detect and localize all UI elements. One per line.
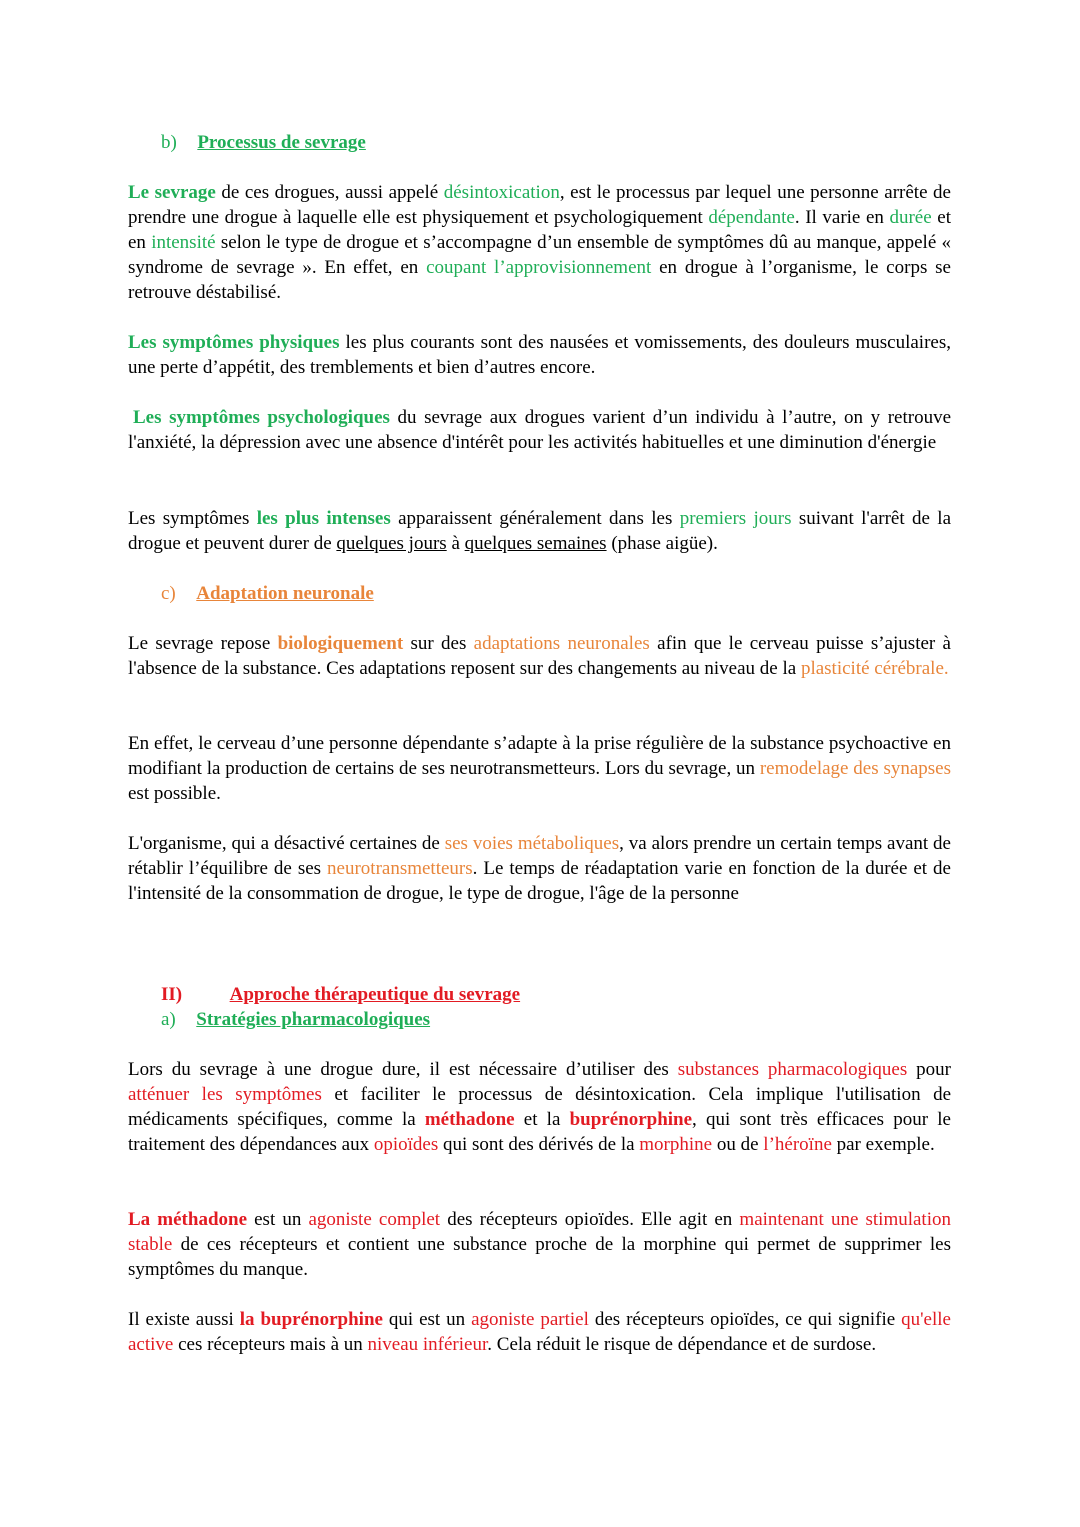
- highlight: premiers jours: [679, 508, 792, 529]
- text: L'organisme, qui a désactivé certaines de: [128, 833, 445, 854]
- text: Les symptômes: [128, 508, 257, 529]
- text: sur des: [403, 633, 474, 654]
- heading-title: Adaptation neuronale: [196, 583, 374, 604]
- highlight: l’héroïne: [763, 1134, 832, 1155]
- highlight: morphine: [639, 1134, 713, 1155]
- heading-number: c): [161, 583, 176, 604]
- heading-adaptation-neuronale: [128, 581, 984, 606]
- text: . Le temps de réadaptation varie en fonction de la durée et de l'intensité de la consommation de drogue, le type de drogue, l'âge de la personne: [128, 858, 951, 904]
- text: des récepteurs opioïdes. Elle agit en: [440, 1209, 740, 1230]
- highlight: adaptations neuronales: [473, 633, 650, 654]
- text: suivant l'arrêt de la drogue et peuvent durer de: [128, 508, 952, 554]
- heading-title: Stratégies pharmacologiques: [196, 1009, 431, 1030]
- paragraph-cerveau-adapte: [128, 731, 951, 806]
- text: , va alors prendre un certain temps avant de rétablir l’équilibre de ses: [128, 833, 951, 879]
- highlight: les plus intenses: [256, 508, 391, 529]
- highlight: ses voies métaboliques: [444, 833, 620, 854]
- text: qui sont des dérivés de la: [438, 1134, 640, 1155]
- highlight: coupant l’approvisionnement: [426, 257, 652, 278]
- text: et la: [514, 1109, 570, 1130]
- text: ou de: [712, 1134, 764, 1155]
- highlight: La méthadone: [128, 1209, 248, 1230]
- highlight: Le sevrage: [128, 182, 216, 203]
- heading-strategies-pharmacologiques: [128, 1007, 984, 1032]
- highlight: agoniste partiel: [471, 1309, 589, 1330]
- text: à: [446, 533, 465, 554]
- underlined-text: quelques jours: [336, 533, 447, 554]
- paragraph-substances-pharmacologiques: [128, 1057, 951, 1157]
- highlight: Les symptômes physiques: [128, 332, 340, 353]
- heading-number: b): [161, 132, 177, 153]
- text: ces récepteurs mais à un: [173, 1334, 368, 1355]
- text: en drogue à l’organisme, le corps se retrouve déstabilisé.: [128, 257, 951, 303]
- text: Lors du sevrage à une drogue dure, il est nécessaire d’utiliser des: [128, 1059, 678, 1080]
- highlight: la buprénorphine: [239, 1309, 383, 1330]
- highlight: neurotransmetteurs: [327, 858, 473, 879]
- text: . Il varie en: [794, 207, 890, 228]
- paragraph-symptomes-intenses: [128, 506, 951, 556]
- highlight: atténuer les symptômes: [128, 1084, 322, 1105]
- text: et faciliter le processus de désintoxication. Cela implique l'utilisation de médicaments spécifiques, comme la: [128, 1084, 951, 1130]
- highlight: durée: [889, 207, 932, 228]
- highlight: buprénorphine: [569, 1109, 693, 1130]
- underlined-text: quelques semaines: [464, 533, 607, 554]
- highlight: qu'elle active: [128, 1309, 951, 1355]
- paragraph-buprenorphine: [128, 1307, 951, 1357]
- text: , qui sont très efficaces pour le traitement des dépendances aux: [128, 1109, 951, 1155]
- heading-title: Approche thérapeutique du sevrage: [229, 984, 521, 1005]
- text: est un: [247, 1209, 309, 1230]
- paragraph-symptomes-psychologiques: [128, 405, 951, 455]
- text: Il existe aussi: [128, 1309, 240, 1330]
- text: est possible.: [128, 783, 221, 804]
- text: du sevrage aux drogues varient d’un individu à l’autre, on y retrouve l'anxiété, la dépression avec une absence d'intérêt pour les activités habituelles et une diminution d'énergie: [128, 407, 951, 453]
- text: des récepteurs opioïdes, ce qui signifie: [588, 1309, 902, 1330]
- heading-approche-therapeutique: [128, 982, 984, 1007]
- paragraph-sevrage-definition: [128, 180, 951, 305]
- text: (phase aigüe).: [606, 533, 718, 554]
- text: pour: [907, 1059, 951, 1080]
- text: de ces récepteurs et contient une substance proche de la morphine qui permet de supprimer les symptômes du manque.: [128, 1234, 951, 1280]
- highlight: agoniste complet: [308, 1209, 441, 1230]
- paragraph-methadone: [128, 1207, 951, 1282]
- heading-number: a): [161, 1009, 176, 1030]
- heading-processus-de-sevrage: [128, 130, 984, 155]
- text: afin que le cerveau puisse s’ajuster à l'absence de la substance. Ces adaptations reposent sur des changements au niveau de la: [128, 633, 951, 679]
- text: . Cela réduit le risque de dépendance et de surdose.: [487, 1334, 877, 1355]
- text: par exemple.: [831, 1134, 935, 1155]
- text: qui est un: [382, 1309, 472, 1330]
- highlight: intensité: [151, 232, 216, 253]
- highlight: désintoxication: [443, 182, 560, 203]
- heading-title: Processus de sevrage: [197, 132, 366, 153]
- text: En effet, le cerveau d’une personne dépendante s’adapte à la prise régulière de la substance psychoactive en modifiant la production de certains de ses neurotransmetteurs. Lors du sevrage, un: [128, 733, 951, 779]
- text: apparaissent généralement dans les: [390, 508, 680, 529]
- highlight: niveau inférieur: [367, 1334, 488, 1355]
- highlight: plasticité cérébrale.: [800, 658, 949, 679]
- highlight: dépendante: [708, 207, 795, 228]
- highlight: opioïdes: [373, 1134, 439, 1155]
- text: Le sevrage repose: [128, 633, 278, 654]
- text: , est le processus par lequel une personne arrête de prendre une drogue à laquelle elle est physiquement et psychologiquement: [128, 182, 951, 228]
- heading-number: II): [161, 984, 183, 1005]
- paragraph-symptomes-physiques: [128, 330, 951, 380]
- text: selon le type de drogue et s’accompagne d’un ensemble de symptômes dû au manque, appelé « syndrome de sevrage ». En effet, en: [128, 232, 952, 278]
- highlight: Les symptômes psychologiques: [133, 407, 390, 428]
- text: de ces drogues, aussi appelé: [215, 182, 444, 203]
- highlight: remodelage des synapses: [759, 758, 951, 779]
- highlight: maintenant une stimulation stable: [128, 1209, 951, 1255]
- text: et en: [128, 207, 951, 253]
- highlight: substances pharmacologiques: [677, 1059, 908, 1080]
- highlight: méthadone: [424, 1109, 515, 1130]
- paragraph-sevrage-biologique: [128, 631, 951, 681]
- highlight: biologiquement: [277, 633, 404, 654]
- paragraph-organisme: [128, 831, 951, 906]
- text: les plus courants sont des nausées et vomissements, des douleurs musculaires, une perte d’appétit, des tremblements et bien d’autres encore.: [128, 332, 951, 378]
